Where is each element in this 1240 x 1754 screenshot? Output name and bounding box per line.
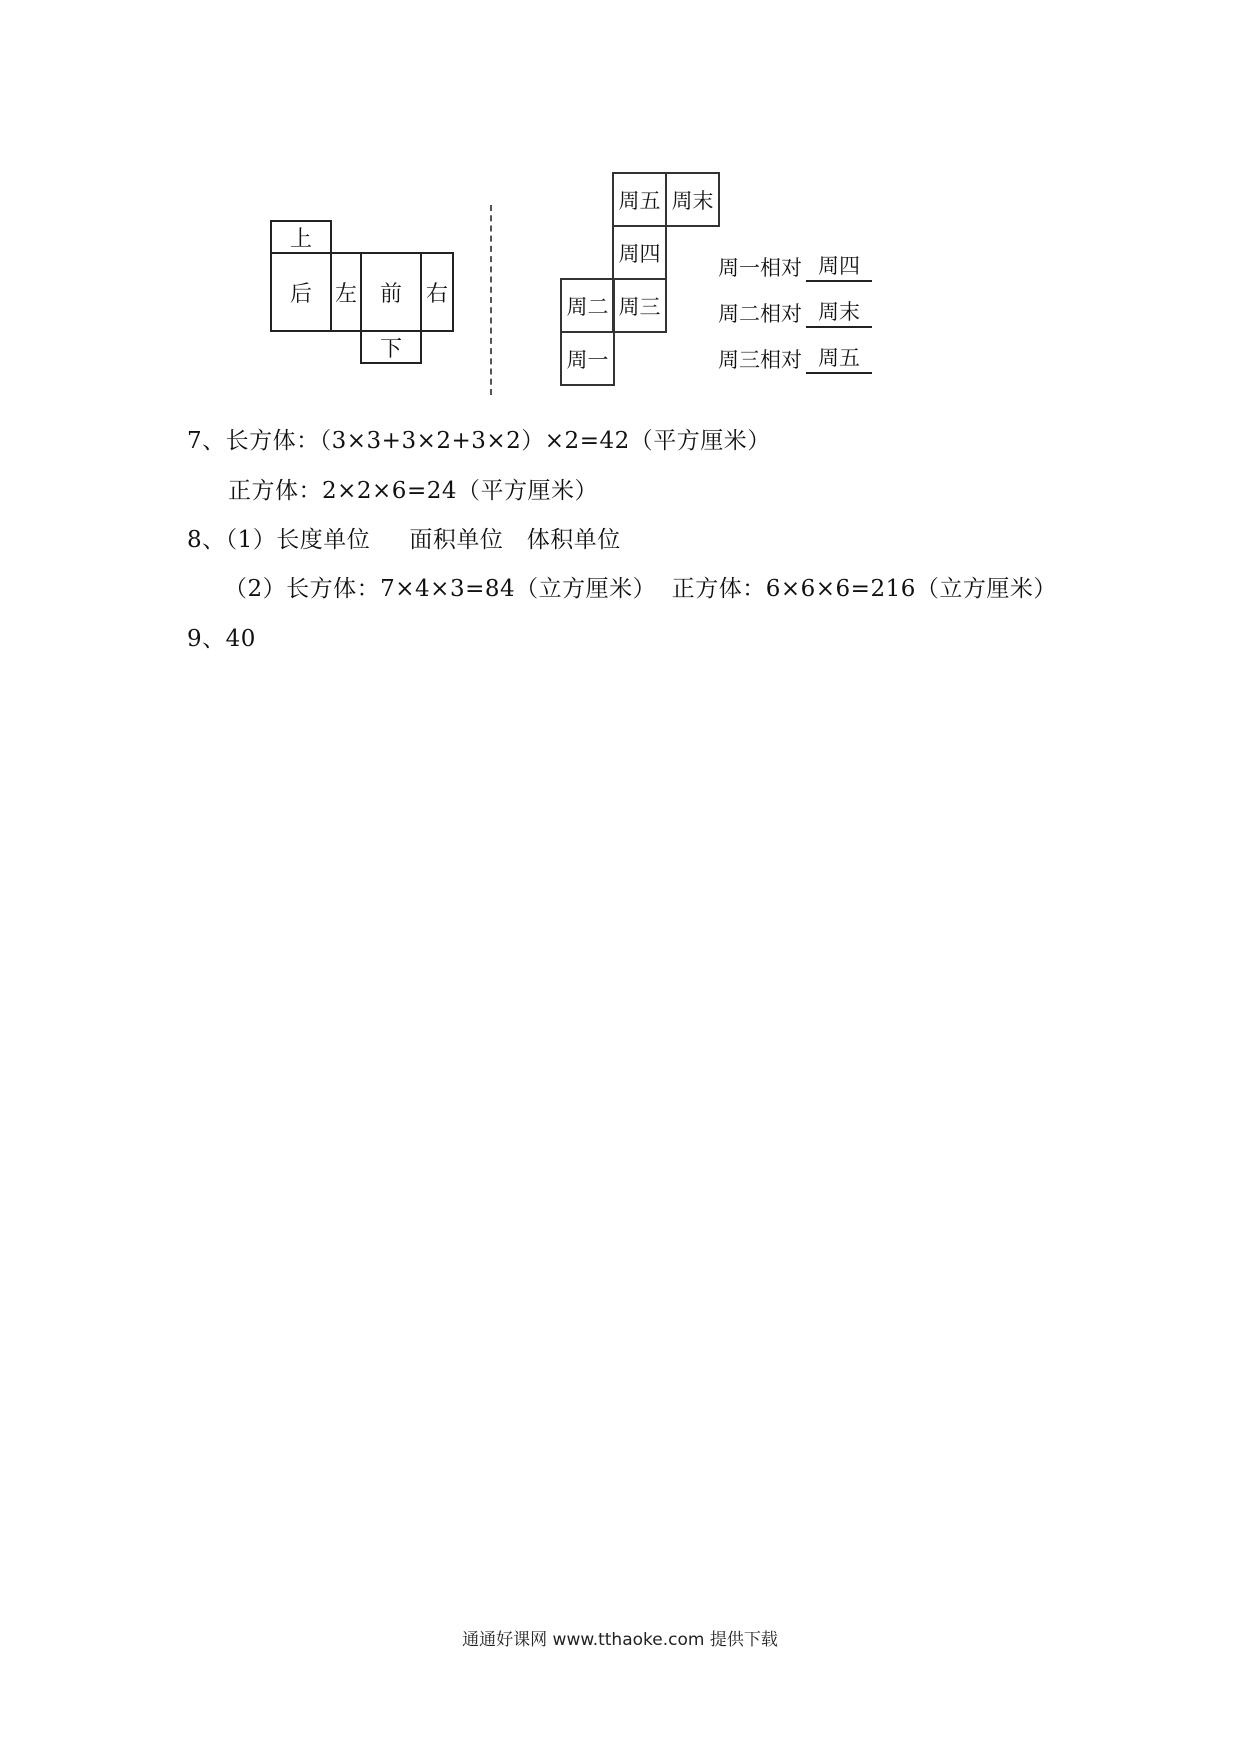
answer-q8-line1: 8、（1）长度单位 面积单位 体积单位 <box>187 527 621 553</box>
cube-cell-mon: 周一 <box>560 331 615 386</box>
opposite-pair-tue <box>718 298 872 328</box>
opposite-pair-wed <box>718 344 872 374</box>
net-face-left: 左 <box>330 252 362 332</box>
page-footer: 通通好课网 www.tthaoke.com 提供下载 <box>462 1630 778 1650</box>
cuboid-net-figure <box>270 220 470 370</box>
answer-q7-line2: 正方体：2×2×6=24（平方厘米） <box>228 478 598 504</box>
net-face-bottom: 下 <box>360 330 422 364</box>
pair-label: 周三相对 <box>718 348 802 372</box>
cube-cell-fri: 周五 <box>612 172 667 227</box>
cube-cell-wed: 周三 <box>612 278 667 333</box>
pair-answer: 周末 <box>806 301 872 328</box>
cube-cell-thu: 周四 <box>612 225 667 280</box>
pair-answer: 周五 <box>806 347 872 374</box>
cube-cell-tue: 周二 <box>560 278 615 333</box>
answer-q9: 9、40 <box>187 626 256 652</box>
net-face-right: 右 <box>420 252 454 332</box>
pair-answer: 周四 <box>806 255 872 282</box>
figure-divider <box>490 205 492 395</box>
net-face-top: 上 <box>270 220 332 254</box>
net-face-back: 后 <box>270 252 332 332</box>
pair-label: 周一相对 <box>718 256 802 280</box>
answer-q8-line2: （2）长方体：7×4×3=84（立方厘米） 正方体：6×6×6=216（立方厘米） <box>224 576 1057 602</box>
opposite-pair-mon <box>718 252 872 282</box>
cube-net-figure <box>560 172 890 402</box>
answer-q7-line1: 7、长方体：（3×3+3×2+3×2）×2=42（平方厘米） <box>187 428 771 454</box>
cube-cell-weekend: 周末 <box>665 172 720 227</box>
pair-label: 周二相对 <box>718 302 802 326</box>
net-face-front: 前 <box>360 252 422 332</box>
